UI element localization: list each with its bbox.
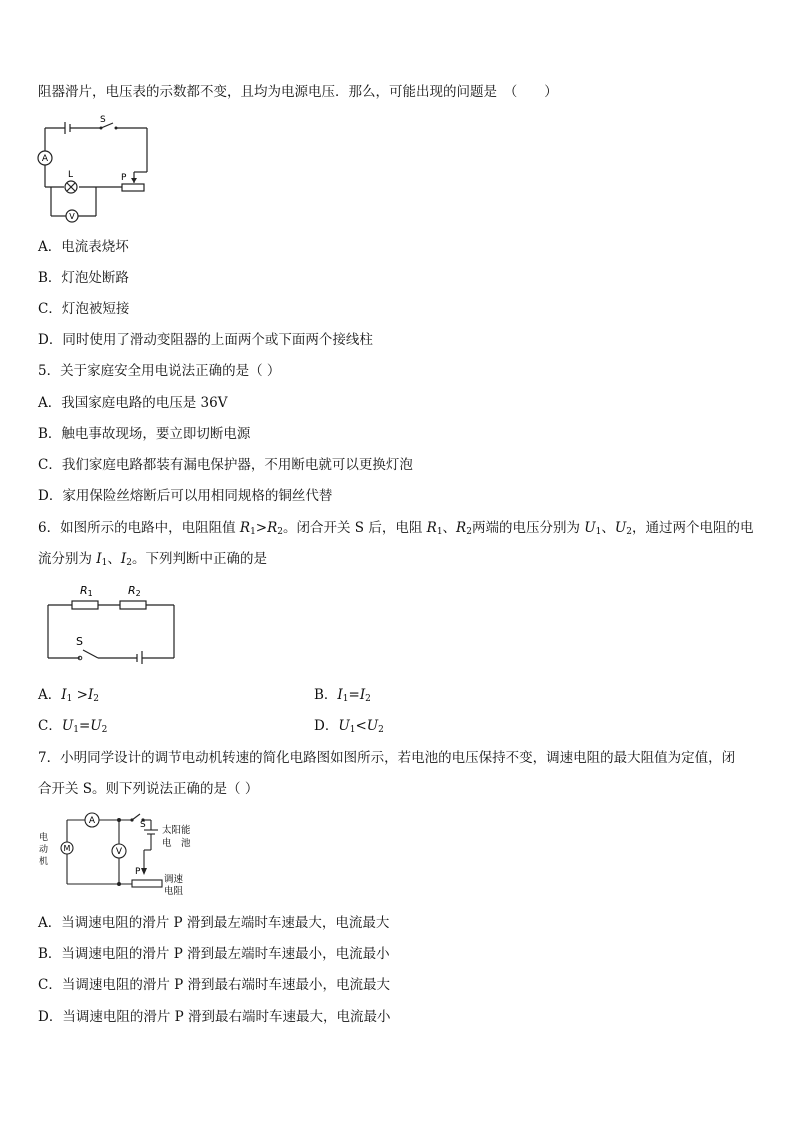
q7-switch-label: S <box>140 820 146 830</box>
q7-rheostat-text-2: 电阻 <box>164 886 184 897</box>
q7-stem-line1: 7．小明同学设计的调节电动机转速的简化电路图如图所示，若电池的电压保持不变，调速电阻的最大阻值为定值，闭 <box>38 750 736 766</box>
q7-solar-text-2: 电 池 <box>162 838 191 849</box>
q6-r1-label: R1 <box>80 584 93 598</box>
q5-option-b: B．触电事故现场，要立即切断电源 <box>38 426 251 442</box>
q4-option-a: A．电流表烧坏 <box>38 239 129 255</box>
q4-ammeter-label: A <box>41 154 49 164</box>
q7-option-c: C．当调速电阻的滑片 P 滑到最右端时车速最小，电流最大 <box>38 977 390 993</box>
q4-lamp-label: L <box>68 170 74 180</box>
q5-option-c: C．我们家庭电路都装有漏电保护器，不用断电就可以更换灯泡 <box>38 457 413 473</box>
q7-solar-text-1: 太阳能 <box>162 825 191 836</box>
q7-slider-label: P <box>135 867 141 877</box>
q6-switch-label: S <box>76 635 83 648</box>
q7-option-a: A．当调速电阻的滑片 P 滑到最左端时车速最大，电流最大 <box>38 915 390 931</box>
q7-motor-text-1: 电 <box>39 833 49 843</box>
q5-option-a: A．我国家庭电路的电压是 36V <box>38 395 228 411</box>
q7-option-b: B．当调速电阻的滑片 P 滑到最左端时车速最小，电流最小 <box>38 946 390 962</box>
q4-option-c: C．灯泡被短接 <box>38 301 130 317</box>
q4-voltmeter-label: V <box>69 212 75 221</box>
q6-option-d: D．$U_1<U_2$ <box>314 718 384 735</box>
q4-slider-label: P <box>121 173 127 183</box>
q4-switch-label: S <box>100 115 106 125</box>
q7-voltmeter-label: V <box>115 847 123 857</box>
q6-stem-line1: 6．如图所示的电路中，电阻阻值 $R_1>R_2$。闭合开关 S 后，电阻 $R_1$、$R_2$两端的电压分别为 $U_1$、$U_2$，通过两个电阻的电 <box>38 520 754 537</box>
q6-option-c: C．$U_1=U_2$ <box>38 718 108 735</box>
q7-rheostat-text-1: 调速 <box>164 874 184 885</box>
q6-option-b: B．$I_1=I_2$ <box>314 687 371 704</box>
q4-stem: 阻器滑片，电压表的示数都不变，且均为电源电压．那么，可能出现的问题是 （ ） <box>38 84 558 100</box>
q7-circuit-figure <box>36 808 226 900</box>
q4-circuit-figure <box>34 112 154 228</box>
q5-stem: 5．关于家庭安全用电说法正确的是（ ） <box>38 363 281 379</box>
q4-option-d: D．同时使用了滑动变阻器的上面两个或下面两个接线柱 <box>38 332 373 348</box>
q5-option-d: D．家用保险丝熔断后可以用相同规格的铜丝代替 <box>38 488 333 504</box>
q7-ammeter-label: A <box>88 816 96 826</box>
q7-motor-text-3: 机 <box>39 857 49 867</box>
q6-r2-label: R2 <box>128 584 141 598</box>
q4-option-b: B．灯泡处断路 <box>38 270 129 286</box>
q6-circuit-figure <box>42 580 182 664</box>
q7-option-d: D．当调速电阻的滑片 P 滑到最右端时车速最大，电流最小 <box>38 1009 391 1025</box>
q6-stem-line2: 流分别为 $I_1$、$I_2$。下列判断中正确的是 <box>38 551 267 568</box>
q7-motor-label: M <box>63 844 71 853</box>
q7-stem-line2: 合开关 S。则下列说法正确的是（ ） <box>38 781 259 797</box>
q6-option-a: A．$I_1 >I_2$ <box>38 687 100 704</box>
q7-motor-text-2: 动 <box>39 845 49 855</box>
